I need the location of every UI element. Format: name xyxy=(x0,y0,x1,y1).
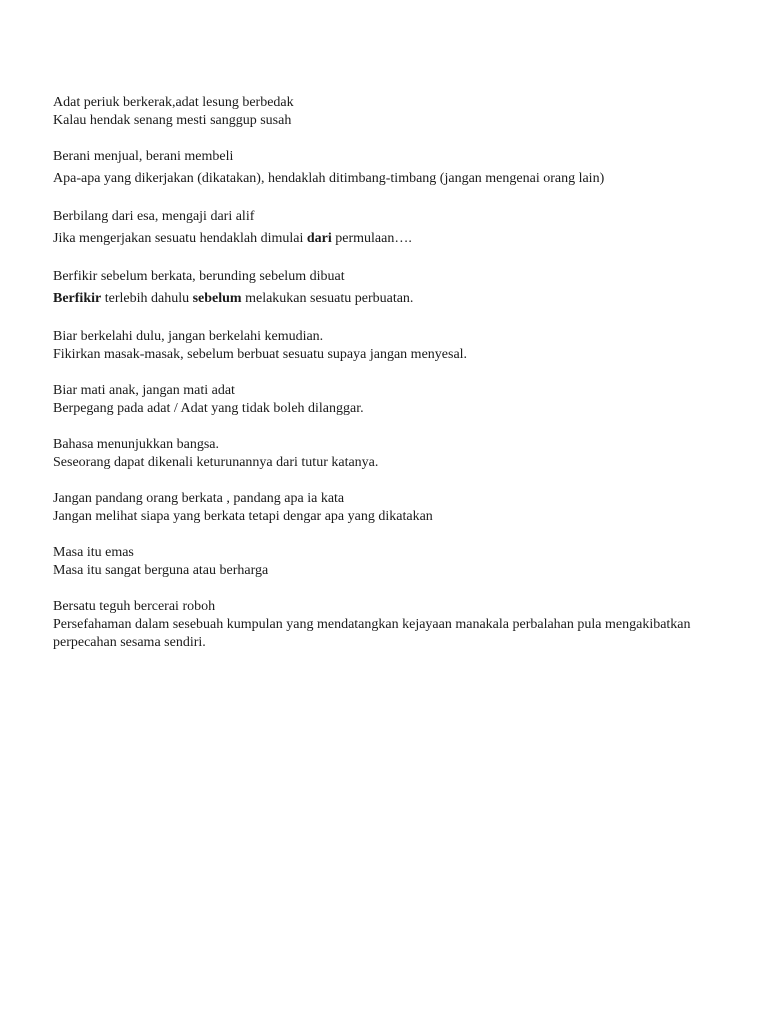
proverb-meaning: Persefahaman dalam sesebuah kumpulan yang mendatangkan kejayaan manakala perbalahan pula mengakibatkan xyxy=(53,617,691,632)
document-page xyxy=(53,94,753,652)
proverb-entry xyxy=(53,148,753,188)
proverb-meaning: Masa itu sangat berguna atau berharga xyxy=(53,563,269,578)
proverb-text: Biar mati anak, jangan mati adat xyxy=(53,383,235,398)
proverb-text: Biar berkelahi dulu, jangan berkelahi kemudian. xyxy=(53,329,324,344)
proverb-entry xyxy=(53,268,753,308)
proverb-meaning: Berpegang pada adat / Adat yang tidak boleh dilanggar. xyxy=(53,401,364,416)
proverb-entry xyxy=(53,436,753,472)
proverb-text: Berani menjual, berani membeli xyxy=(53,149,234,164)
proverb-meaning-continued: perpecahan sesama sendiri. xyxy=(53,635,206,650)
meaning-bold-segment: sebelum xyxy=(192,291,242,306)
proverb-meaning: Seseorang dapat dikenali keturunannya dari tutur katanya. xyxy=(53,455,379,470)
proverb-text: Berfikir sebelum berkata, berunding sebelum dibuat xyxy=(53,269,345,284)
meaning-segment: Jika mengerjakan sesuatu hendaklah dimulai xyxy=(53,231,307,246)
proverb-meaning: Apa-apa yang dikerjakan (dikatakan), hendaklah ditimbang-timbang (jangan mengenai orang lain) xyxy=(53,171,605,186)
meaning-segment: permulaan…. xyxy=(331,231,412,246)
proverb-text: Adat periuk berkerak,adat lesung berbedak xyxy=(53,95,294,110)
proverb-entry xyxy=(53,208,753,248)
proverb-text: Bersatu teguh bercerai roboh xyxy=(53,599,216,614)
proverb-meaning xyxy=(53,230,753,248)
proverb-meaning xyxy=(53,290,753,308)
proverb-entry xyxy=(53,544,753,580)
proverb-text: Bahasa menunjukkan bangsa. xyxy=(53,437,220,452)
meaning-segment: terlebih dahulu xyxy=(101,291,193,306)
proverb-meaning: Kalau hendak senang mesti sanggup susah xyxy=(53,113,292,128)
meaning-segment: melakukan sesuatu perbuatan. xyxy=(241,291,414,306)
proverb-entry xyxy=(53,598,753,652)
proverb-meaning: Fikirkan masak-masak, sebelum berbuat sesuatu supaya jangan menyesal. xyxy=(53,347,468,362)
meaning-bold-segment: Berfikir xyxy=(53,291,102,306)
meaning-bold-segment: dari xyxy=(306,231,332,246)
proverb-entry xyxy=(53,490,753,526)
proverb-entry xyxy=(53,328,753,364)
proverb-entry xyxy=(53,94,753,130)
proverb-entry xyxy=(53,382,753,418)
proverb-text: Masa itu emas xyxy=(53,545,134,560)
proverb-meaning: Jangan melihat siapa yang berkata tetapi dengar apa yang dikatakan xyxy=(53,509,433,524)
proverb-text: Jangan pandang orang berkata , pandang apa ia kata xyxy=(53,491,345,506)
proverb-text: Berbilang dari esa, mengaji dari alif xyxy=(53,209,255,224)
